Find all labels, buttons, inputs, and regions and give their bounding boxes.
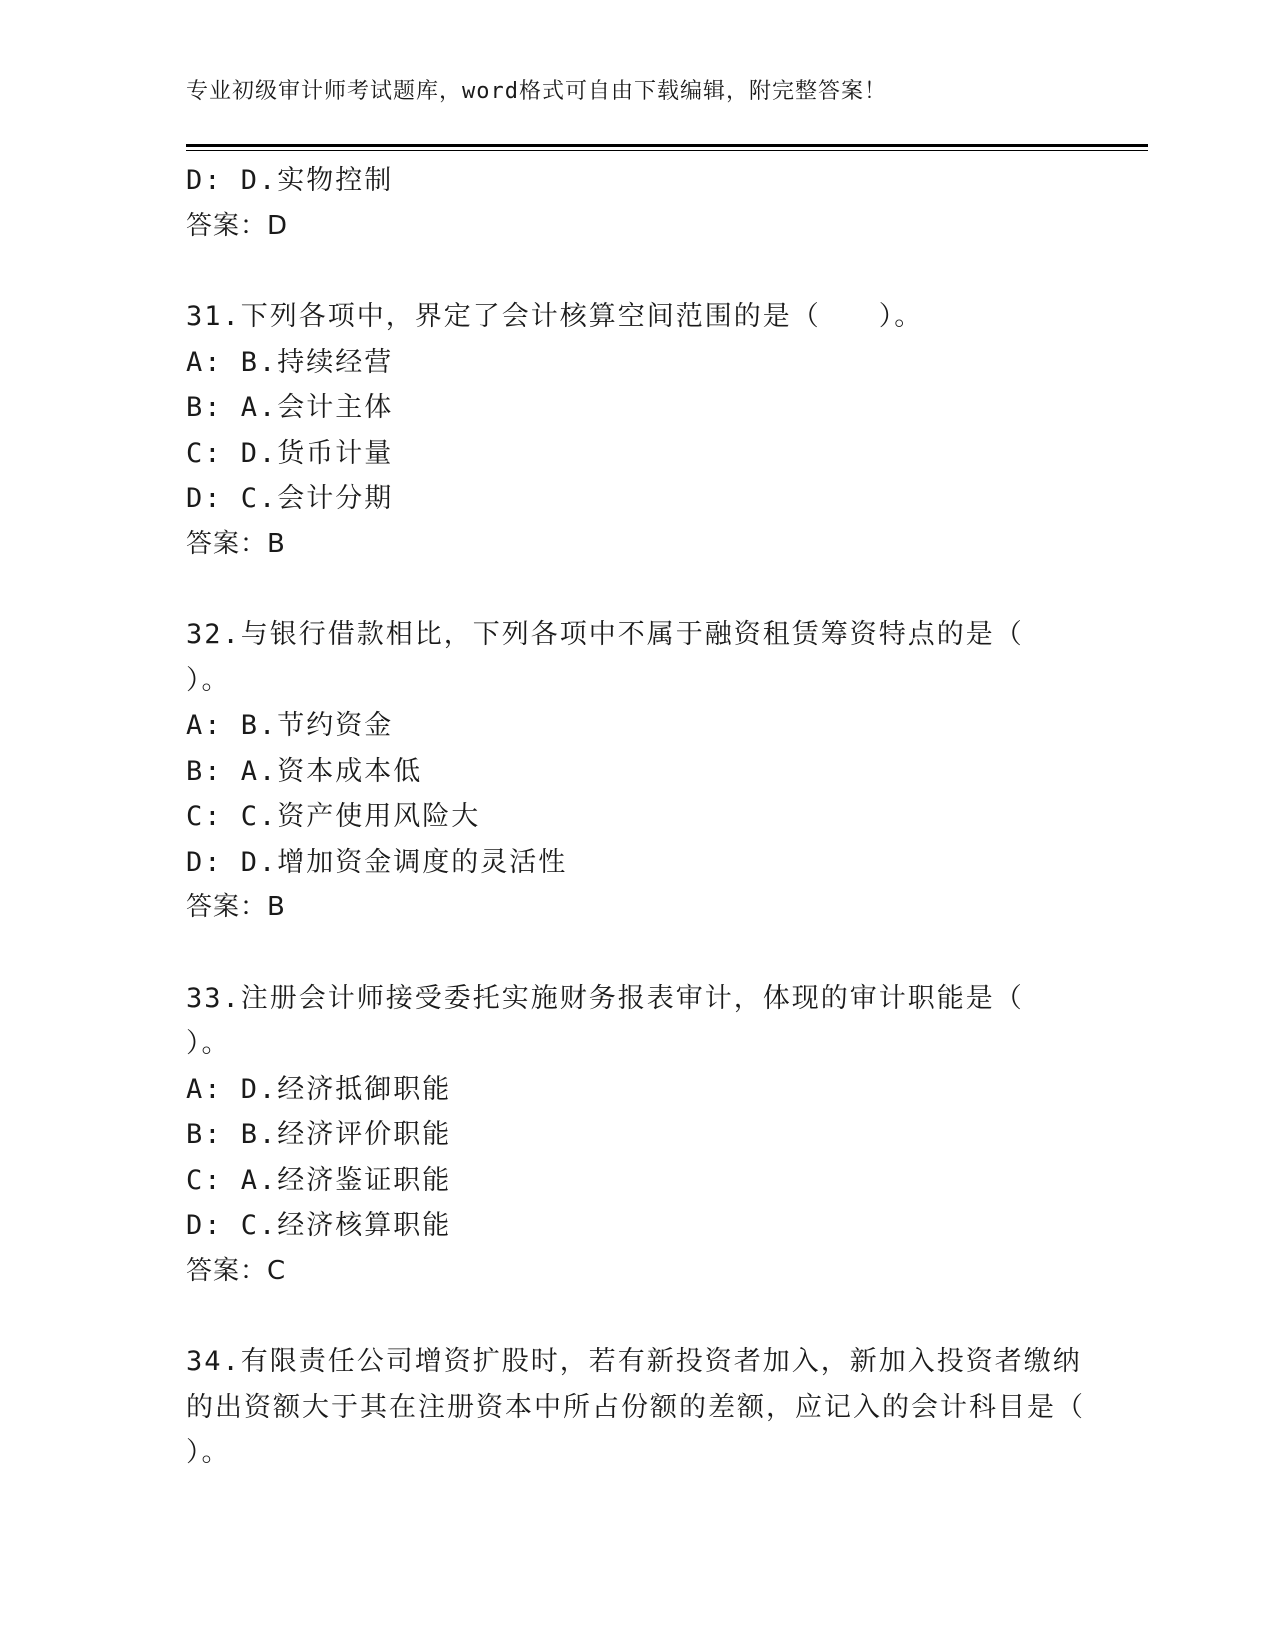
option-c: C: D.货币计量 xyxy=(186,437,394,469)
question-text: 33.注册会计师接受委托实施财务报表审计，体现的审计职能是（ ）。 xyxy=(186,982,1043,1059)
header-rule-thick xyxy=(186,144,1148,147)
carryover-block xyxy=(186,158,1086,249)
option-a: A: B.节约资金 xyxy=(186,710,394,741)
answer-line: 答案：C xyxy=(186,1255,287,1286)
question-text: 34.有限责任公司增资扩股时，若有新投资者加入，新加入投资者缴纳的出资额大于其在注册资本中所占份额的差额，应记入的会计科目是（ ）。 xyxy=(186,1346,1143,1468)
answer-line: 答案：B xyxy=(186,528,286,559)
question-text: 32.与银行借款相比，下列各项中不属于融资租赁筹资特点的是（ ）。 xyxy=(186,619,1043,696)
question-31 xyxy=(186,294,1086,567)
option-b: B: A.会计主体 xyxy=(186,392,394,423)
option-d: D: D.增加资金调度的灵活性 xyxy=(186,846,568,878)
question-32 xyxy=(186,612,1086,931)
question-text: 31.下列各项中，界定了会计核算空间范围的是（ ）。 xyxy=(186,301,924,332)
option-a: A: B.持续经营 xyxy=(186,346,394,378)
option-c: C: A.经济鉴证职能 xyxy=(186,1164,452,1196)
question-34 xyxy=(186,1339,1143,1476)
option-b: B: A.资本成本低 xyxy=(186,755,423,787)
answer-line: 答案：D xyxy=(186,210,289,241)
header-rule-thin xyxy=(186,150,1148,151)
answer-line: 答案：B xyxy=(186,892,286,922)
option-b: B: B.经济评价职能 xyxy=(186,1119,452,1150)
option-d: D: C.经济核算职能 xyxy=(186,1210,452,1241)
page-header: 专业初级审计师考试题库，word格式可自由下载编辑，附完整答案！ xyxy=(186,79,887,104)
option-a: A: D.经济抵御职能 xyxy=(186,1073,452,1105)
option-c: C: C.资产使用风险大 xyxy=(186,801,481,832)
option-d: D: C.会计分期 xyxy=(186,483,394,514)
document-content xyxy=(186,158,1143,1476)
option-d: D: D.实物控制 xyxy=(186,165,394,196)
question-33 xyxy=(186,976,1086,1295)
